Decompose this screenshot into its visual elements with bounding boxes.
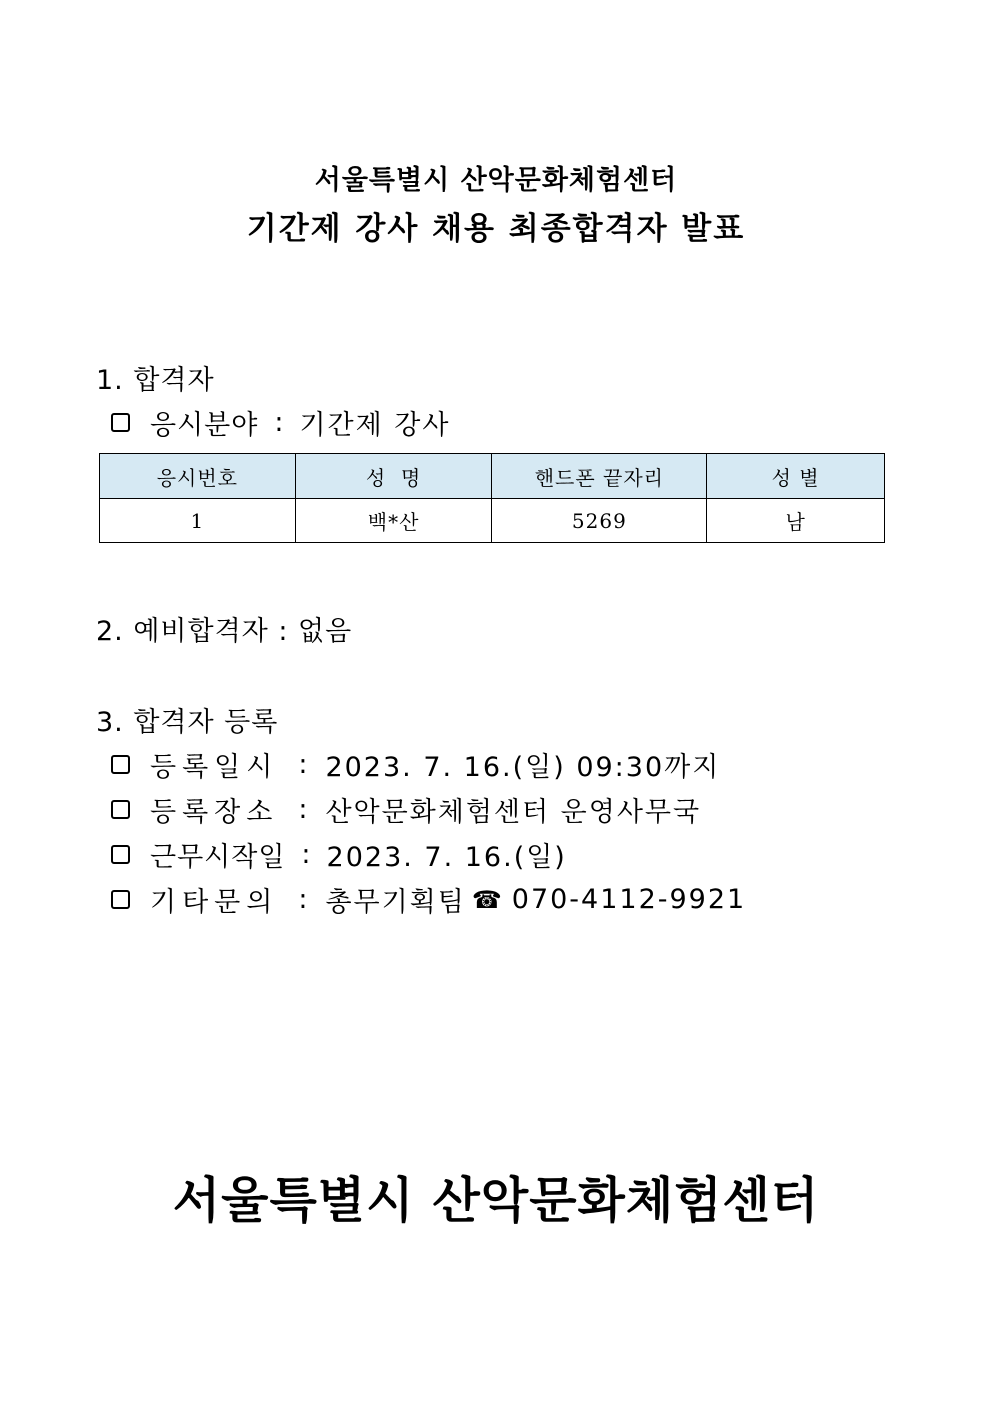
phone-icon: ☎ bbox=[471, 885, 502, 914]
checkbox-icon bbox=[111, 890, 130, 909]
table-header-row bbox=[100, 454, 885, 499]
item-label: 근무시작일 bbox=[150, 842, 286, 873]
field-row bbox=[111, 403, 450, 442]
col-phone-suffix: 핸드폰 끝자리 bbox=[492, 454, 707, 499]
cell-phone-suffix: 5269 bbox=[492, 499, 707, 543]
item-value: 산악문화체험센터 운영사무국 bbox=[325, 797, 702, 828]
item-value: 2023. 7. 16.(일) bbox=[326, 842, 567, 873]
item-label: 등록일시 bbox=[150, 752, 279, 783]
item-label: 기타문의 bbox=[150, 887, 279, 918]
colon: : bbox=[298, 794, 308, 825]
section-2-heading: 2. 예비합격자 : 없음 bbox=[96, 616, 353, 647]
colon: : bbox=[301, 839, 311, 870]
col-exam-number: 응시번호 bbox=[100, 454, 296, 499]
checkbox-icon bbox=[111, 800, 130, 819]
colon: : bbox=[274, 407, 284, 438]
result-table bbox=[99, 453, 885, 543]
footer-org: 서울특별시 산악문화체험센터 bbox=[172, 1172, 820, 1229]
table-row bbox=[100, 499, 885, 543]
colon: : bbox=[298, 749, 308, 780]
checkbox-icon bbox=[111, 845, 130, 864]
inquiry-row bbox=[111, 880, 746, 919]
section-3-heading: 3. 합격자 등록 bbox=[96, 707, 279, 738]
checkbox-icon bbox=[111, 413, 130, 432]
col-gender: 성 별 bbox=[707, 454, 885, 499]
org-title: 서울특별시 산악문화체험센터 bbox=[314, 165, 678, 196]
item-label: 등록장소 bbox=[150, 797, 279, 828]
colon: : bbox=[298, 884, 308, 915]
item-value: 총무기획팀 bbox=[325, 887, 466, 918]
field-label: 응시분야 bbox=[150, 410, 259, 441]
col-name: 성 명 bbox=[295, 454, 492, 499]
field-value: 기간제 강사 bbox=[299, 410, 451, 441]
registration-place-row bbox=[111, 790, 701, 829]
registration-datetime-row bbox=[111, 745, 720, 784]
phone-number: 070-4112-9921 bbox=[511, 884, 747, 915]
cell-name: 백*산 bbox=[295, 499, 492, 543]
cell-exam-number: 1 bbox=[100, 499, 296, 543]
checkbox-icon bbox=[111, 755, 130, 774]
item-value: 2023. 7. 16.(일) 09:30까지 bbox=[325, 752, 721, 783]
cell-gender: 남 bbox=[707, 499, 885, 543]
section-1-heading: 1. 합격자 bbox=[96, 365, 215, 396]
work-start-row bbox=[111, 835, 567, 874]
page-title: 기간제 강사 채용 최종합격자 발표 bbox=[246, 211, 746, 247]
